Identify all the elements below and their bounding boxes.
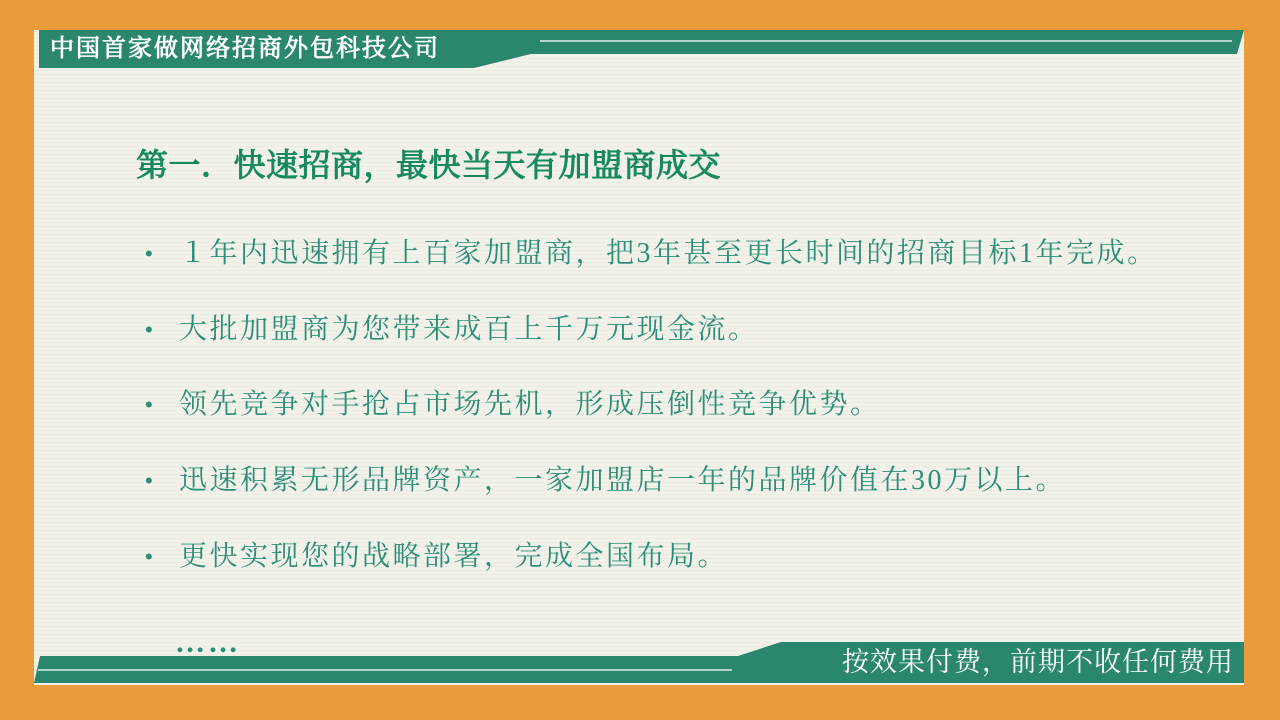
list-item <box>145 387 881 423</box>
page-title: 第一．快速招商，最快当天有加盟商成交 <box>136 147 722 183</box>
slide-panel <box>34 30 1244 685</box>
list-item <box>145 539 728 575</box>
bullet-text: １年内迅速拥有上百家加盟商，把3年甚至更长时间的招商目标1年完成。 <box>179 238 1158 269</box>
list-item <box>145 463 1066 499</box>
bullet-icon: • <box>145 317 156 342</box>
footer-ribbon-text: 按效果付费，前期不收任何费用 <box>842 647 1234 677</box>
bullet-text: 迅速积累无形品牌资产，一家加盟店一年的品牌价值在30万以上。 <box>179 465 1067 496</box>
bullet-text: 领先竞争对手抢占市场先机，形成压倒性竞争优势。 <box>179 389 881 420</box>
bullet-text: 更快实现您的战略部署，完成全国布局。 <box>179 541 729 572</box>
bullet-icon: • <box>145 241 156 266</box>
bullet-text: 大批加盟商为您带来成百上千万元现金流。 <box>179 314 759 345</box>
bullet-icon: • <box>145 392 156 417</box>
header-ribbon-text: 中国首家做网络招商外包科技公司 <box>50 35 440 62</box>
list-item <box>145 236 1158 272</box>
bullet-icon: • <box>145 468 156 493</box>
ellipsis-text: …… <box>175 626 241 659</box>
list-item <box>145 312 759 348</box>
bullet-icon: • <box>145 544 156 569</box>
